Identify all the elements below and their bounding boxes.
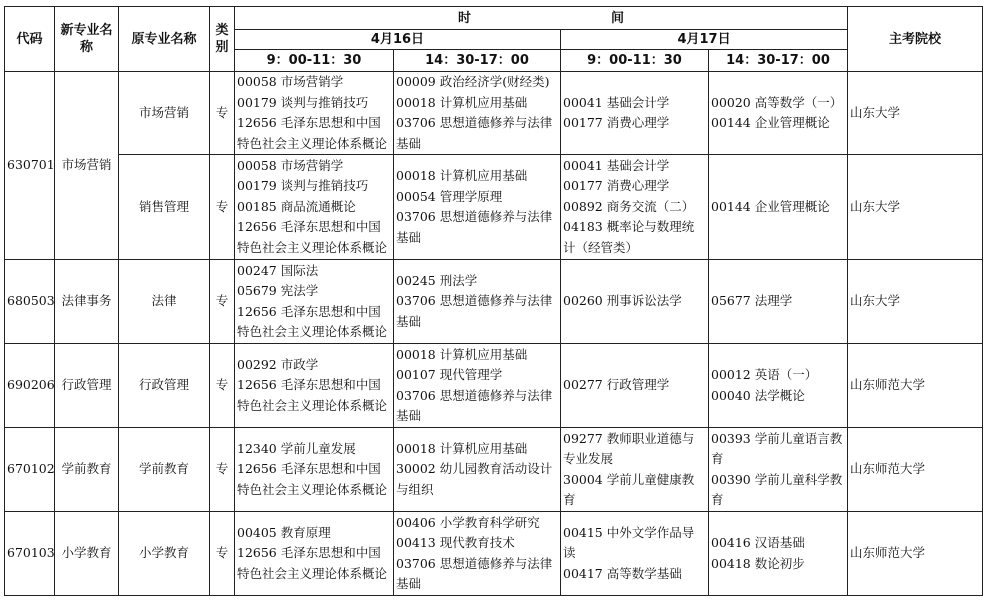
course: 12340 学前儿童发展 — [237, 440, 356, 456]
new-major-name: 小学教育 — [55, 512, 119, 596]
course: 00041 基础会计学 — [563, 94, 670, 110]
course: 00020 高等数学（一） — [711, 94, 843, 110]
apr16-am-courses — [235, 344, 394, 428]
category: 专 — [210, 344, 235, 428]
course: 00277 行政管理学 — [563, 377, 670, 393]
apr17-am-courses — [561, 155, 709, 260]
apr17-am-courses — [561, 428, 709, 512]
course: 12656 毛泽东思想和中国特色社会主义理论体系概论 — [237, 303, 388, 339]
course: 00012 英语（一） — [711, 367, 818, 382]
old-major-name: 销售管理 — [119, 155, 210, 260]
header-slot-pm-2: 14：30-17：00 — [709, 50, 848, 72]
course: 12656 毛泽东思想和中国特色社会主义理论体系概论 — [237, 219, 388, 255]
course: 00415 中外文学作品导读 — [563, 524, 695, 561]
apr17-am-courses — [561, 72, 709, 155]
exam-school: 山东师范大学 — [848, 512, 983, 596]
header-slot-am-2: 9：00-11：30 — [561, 50, 709, 72]
course: 00390 学前儿童科学教育 — [711, 471, 843, 507]
exam-schedule-table — [4, 6, 983, 596]
course: 00245 刑法学 — [396, 272, 478, 288]
exam-school: 山东大学 — [848, 72, 983, 155]
old-major-name: 法律 — [119, 260, 210, 344]
apr17-am-courses — [561, 512, 709, 596]
course: 00418 数论初步 — [711, 555, 805, 571]
course: 00018 计算机应用基础 — [396, 440, 528, 456]
apr16-am-courses — [235, 512, 394, 596]
course: 00292 市政学 — [237, 356, 319, 372]
course: 00416 汉语基础 — [711, 535, 805, 550]
course: 00018 计算机应用基础 — [396, 346, 528, 362]
exam-school: 山东师范大学 — [848, 428, 983, 512]
apr16-pm-courses — [394, 72, 561, 155]
apr17-pm-courses — [709, 260, 848, 344]
apr16-am-courses — [235, 428, 394, 512]
table-row — [5, 155, 983, 260]
course: 04183 概率论与数理统计（经管类） — [563, 219, 695, 255]
course: 00405 教育原理 — [237, 524, 331, 540]
major-code: 670102 — [5, 428, 55, 512]
header-date-1: 4月16日 — [235, 30, 561, 50]
header-time — [235, 7, 848, 30]
course: 05677 法理学 — [711, 293, 793, 309]
course: 00260 刑事诉讼法学 — [563, 293, 682, 309]
apr17-pm-courses — [709, 155, 848, 260]
course: 00185 商品流通概论 — [237, 198, 356, 214]
course: 00018 计算机应用基础 — [396, 94, 528, 110]
course: 00009 政治经济学(财经类) — [396, 74, 550, 89]
major-code: 690206 — [5, 344, 55, 428]
major-code: 670103 — [5, 512, 55, 596]
course: 00892 商务交流（二） — [563, 198, 695, 214]
course: 30004 学前儿童健康教育 — [563, 471, 695, 507]
category: 专 — [210, 72, 235, 155]
apr16-pm-courses — [394, 344, 561, 428]
header-code: 代码 — [5, 7, 55, 72]
course: 00040 法学概论 — [711, 387, 805, 403]
course: 03706 思想道德修养与法律基础 — [396, 555, 553, 591]
course: 00058 市场营销学 — [237, 157, 344, 173]
course: 12656 毛泽东思想和中国特色社会主义理论体系概论 — [237, 377, 388, 413]
apr16-am-courses — [235, 260, 394, 344]
course: 00406 小学教育科学研究 — [396, 514, 540, 530]
header-date-2: 4月17日 — [561, 30, 848, 50]
course: 00177 消费心理学 — [563, 178, 670, 194]
course: 00177 消费心理学 — [563, 115, 670, 130]
apr16-am-courses — [235, 155, 394, 260]
apr17-pm-courses — [709, 428, 848, 512]
table-row — [5, 260, 983, 344]
course: 00393 学前儿童语言教育 — [711, 430, 843, 466]
course: 03706 思想道德修养与法律基础 — [396, 115, 553, 151]
header-slot-pm-1: 14：30-17：00 — [394, 50, 561, 72]
course: 03706 思想道德修养与法律基础 — [396, 387, 553, 423]
category: 专 — [210, 512, 235, 596]
table-row — [5, 428, 983, 512]
course: 00144 企业管理概论 — [711, 198, 830, 214]
course: 09277 教师职业道德与专业发展 — [563, 430, 695, 466]
apr16-pm-courses — [394, 428, 561, 512]
course: 00018 计算机应用基础 — [396, 168, 528, 183]
exam-school: 山东大学 — [848, 260, 983, 344]
course: 00179 谈判与推销技巧 — [237, 178, 369, 194]
apr16-pm-courses — [394, 512, 561, 596]
major-code: 680503 — [5, 260, 55, 344]
course: 00144 企业管理概论 — [711, 115, 830, 130]
header-time-char2: 间 — [611, 10, 625, 26]
course: 00247 国际法 — [237, 262, 319, 278]
old-major-name: 行政管理 — [119, 344, 210, 428]
new-major-name: 市场营销 — [55, 72, 119, 260]
course: 12656 毛泽东思想和中国特色社会主义理论体系概论 — [237, 545, 388, 581]
header-school: 主考院校 — [848, 7, 983, 72]
major-code: 630701 — [5, 72, 55, 260]
course: 03706 思想道德修养与法律基础 — [396, 209, 553, 245]
table-row — [5, 512, 983, 596]
course: 00058 市场营销学 — [237, 74, 344, 89]
course: 00107 现代管理学 — [396, 367, 503, 382]
old-major-name: 小学教育 — [119, 512, 210, 596]
apr17-pm-courses — [709, 344, 848, 428]
old-major-name: 市场营销 — [119, 72, 210, 155]
table-row — [5, 344, 983, 428]
header-category: 类别 — [210, 7, 235, 72]
header-old-major: 原专业名称 — [119, 7, 210, 72]
category: 专 — [210, 428, 235, 512]
apr17-pm-courses — [709, 512, 848, 596]
course: 03706 思想道德修养与法律基础 — [396, 293, 553, 329]
course: 00179 谈判与推销技巧 — [237, 94, 369, 110]
old-major-name: 学前教育 — [119, 428, 210, 512]
new-major-name: 行政管理 — [55, 344, 119, 428]
course: 00054 管理学原理 — [396, 188, 503, 204]
course: 30002 幼儿园教育活动设计与组织 — [396, 461, 553, 497]
course: 00417 高等数学基础 — [563, 565, 682, 581]
course: 05679 宪法学 — [237, 283, 319, 298]
header-new-major: 新专业名称 — [55, 7, 119, 72]
exam-school: 山东师范大学 — [848, 344, 983, 428]
apr16-am-courses — [235, 72, 394, 155]
course: 00413 现代教育技术 — [396, 535, 515, 550]
header-slot-am-1: 9：00-11：30 — [235, 50, 394, 72]
course: 12656 毛泽东思想和中国特色社会主义理论体系概论 — [237, 461, 388, 497]
header-time-char1: 时 — [458, 10, 472, 26]
new-major-name: 学前教育 — [55, 428, 119, 512]
category: 专 — [210, 260, 235, 344]
apr16-pm-courses — [394, 260, 561, 344]
apr17-pm-courses — [709, 72, 848, 155]
new-major-name: 法律事务 — [55, 260, 119, 344]
apr17-am-courses — [561, 344, 709, 428]
category: 专 — [210, 155, 235, 260]
course: 00041 基础会计学 — [563, 157, 670, 173]
apr17-am-courses — [561, 260, 709, 344]
table-row — [5, 72, 983, 155]
exam-school: 山东大学 — [848, 155, 983, 260]
apr16-pm-courses — [394, 155, 561, 260]
course: 12656 毛泽东思想和中国特色社会主义理论体系概论 — [237, 115, 388, 151]
